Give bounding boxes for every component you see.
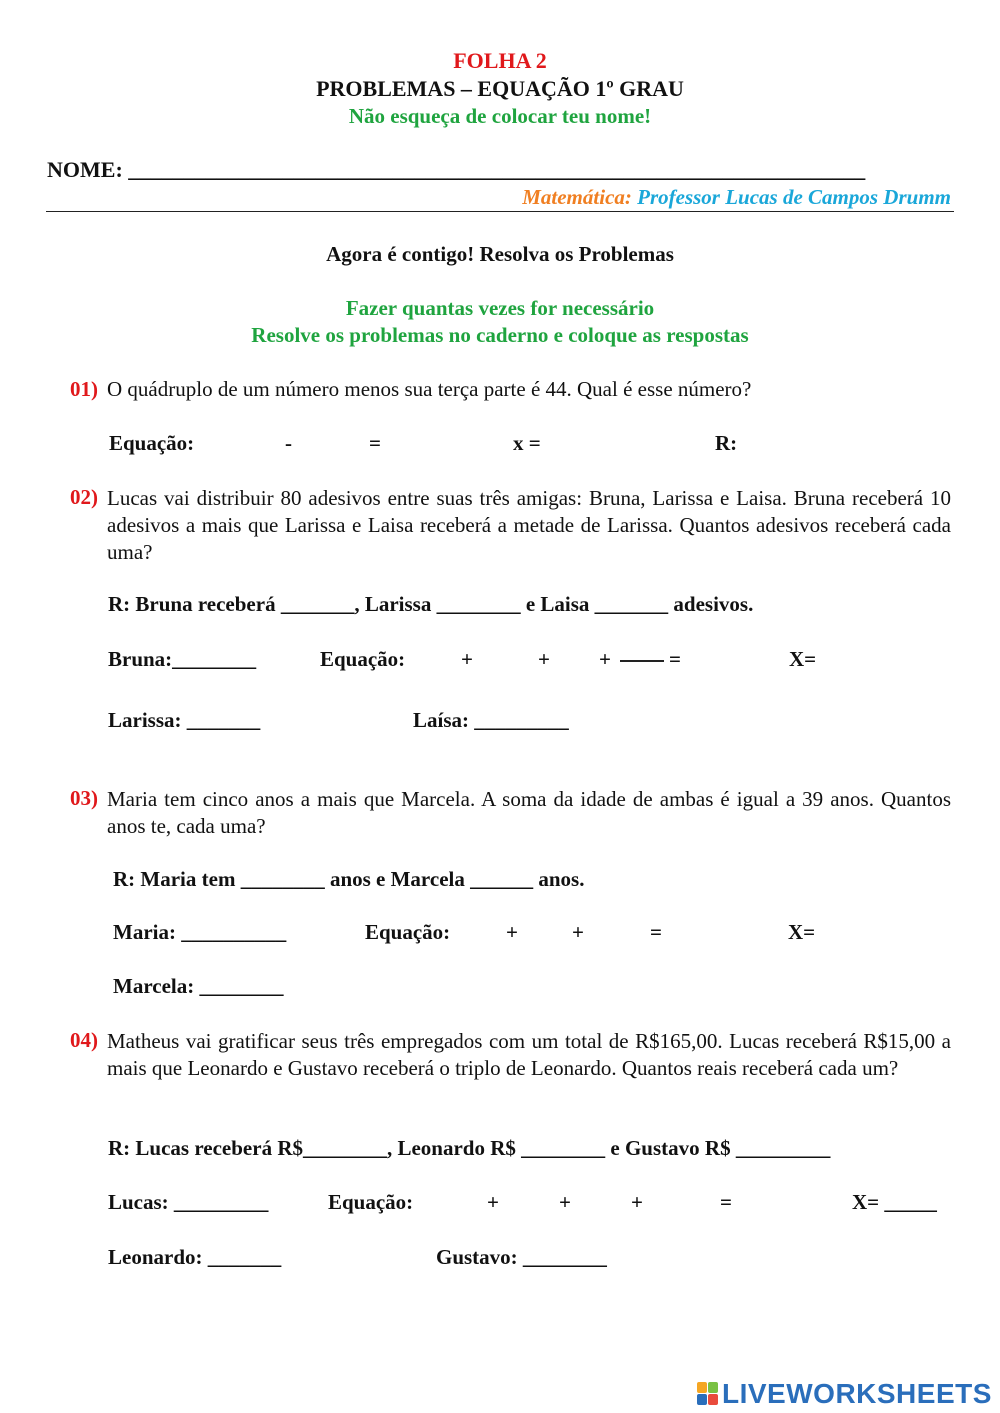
x-answer-3[interactable]: X=	[788, 920, 816, 944]
plus-sign-2b: +	[538, 647, 550, 671]
logo-badge-icon	[697, 1382, 719, 1406]
page-title: PROBLEMAS – EQUAÇÃO 1º GRAU	[316, 76, 684, 101]
plus-sign-3a: +	[506, 920, 518, 944]
equation-label-4: Equação:	[328, 1190, 414, 1214]
logo-square-1	[697, 1382, 707, 1393]
answer-line-3[interactable]: R: Maria tem ________ anos e Marcela ______ anos.	[113, 867, 585, 891]
problem-number-2: 02)	[70, 485, 98, 509]
equation-label-3: Equação:	[365, 920, 451, 944]
leonardo-field[interactable]: Leonardo: _______	[108, 1245, 282, 1269]
sheet-title: FOLHA 2	[453, 48, 547, 73]
plus-sign-4a: +	[487, 1190, 499, 1214]
plus-sign-4c: +	[631, 1190, 643, 1214]
answer-line-2[interactable]: R: Bruna receberá _______, Larissa ________ e Laisa _______ adesivos.	[108, 592, 754, 616]
intro-heading: Agora é contigo! Resolva os Problemas	[326, 242, 674, 266]
intro-instruction-1: Fazer quantas vezes for necessário	[345, 296, 655, 320]
marcela-field[interactable]: Marcela: ________	[113, 974, 284, 998]
lucas-field[interactable]: Lucas: _________	[108, 1190, 269, 1214]
answer-line-4[interactable]: R: Lucas receberá R$________, Leonardo R$ ________ e Gustavo R$ _________	[108, 1136, 831, 1160]
problem-text-3: Maria tem cinco anos a mais que Marcela. A soma da idade de ambas é igual a 39 anos. Quantos anos te, cada uma?	[107, 787, 951, 838]
x-answer-2[interactable]: X=	[789, 647, 817, 671]
plus-sign-2a: +	[461, 647, 473, 671]
problem-text-4: Matheus vai gratificar seus três empregados com um total de R$165,00. Lucas receberá R$15,00 a mais que Leonardo e Gustavo receberá o triplo de Leonardo. Quantos reais receberá cada um?	[107, 1029, 951, 1080]
teacher-credit	[522, 185, 951, 210]
problem-number-4: 04)	[70, 1028, 98, 1052]
logo-square-2	[708, 1382, 718, 1393]
larissa-field[interactable]: Larissa: _______	[108, 708, 261, 732]
equation-label-2: Equação:	[320, 647, 406, 671]
plus-sign-2c: +	[599, 647, 611, 671]
minus-sign-1: -	[285, 431, 292, 455]
equals-sign-1: =	[369, 431, 381, 455]
problem-number-3: 03)	[70, 786, 98, 810]
result-label-1[interactable]: R:	[715, 431, 738, 455]
equals-sign-3: =	[650, 920, 662, 944]
intro-instruction-2: Resolve os problemas no caderno e coloque as respostas	[251, 323, 749, 347]
equals-sign-4: =	[720, 1190, 732, 1214]
x-answer-1[interactable]: x =	[513, 431, 541, 455]
logo-square-3	[697, 1394, 707, 1405]
header-divider	[46, 211, 954, 212]
plus-sign-4b: +	[559, 1190, 571, 1214]
liveworksheets-logo	[697, 1378, 992, 1410]
equals-sign-2: =	[669, 647, 681, 671]
name-field[interactable]: NOME: ___________________________________________________________________	[47, 157, 866, 182]
problem-number-1: 01)	[70, 377, 98, 401]
subject-label: Matemática:	[522, 185, 632, 209]
gustavo-field[interactable]: Gustavo: ________	[436, 1245, 607, 1269]
maria-field[interactable]: Maria: __________	[113, 920, 287, 944]
fraction-bar-2	[620, 660, 664, 662]
logo-text: LIVEWORKSHEETS	[722, 1378, 992, 1409]
logo-square-4	[708, 1394, 718, 1405]
x-answer-4[interactable]: X= _____	[852, 1190, 937, 1214]
name-reminder: Não esqueça de colocar teu nome!	[348, 104, 652, 128]
teacher-name: Professor Lucas de Campos Drumm	[637, 185, 951, 209]
problem-text-1: O quádruplo de um número menos sua terça parte é 44. Qual é esse número?	[107, 377, 752, 401]
plus-sign-3b: +	[572, 920, 584, 944]
bruna-field[interactable]: Bruna:________	[108, 647, 257, 671]
laisa-field[interactable]: Laísa: _________	[413, 708, 569, 732]
problem-text-2: Lucas vai distribuir 80 adesivos entre suas três amigas: Bruna, Larissa e Laisa. Bruna receberá 10 adesivos a mais que Larissa e Laisa receberá a metade de Larissa. Quantos adesivos receberá cada uma?	[107, 486, 951, 564]
equation-label-1: Equação:	[109, 431, 195, 455]
